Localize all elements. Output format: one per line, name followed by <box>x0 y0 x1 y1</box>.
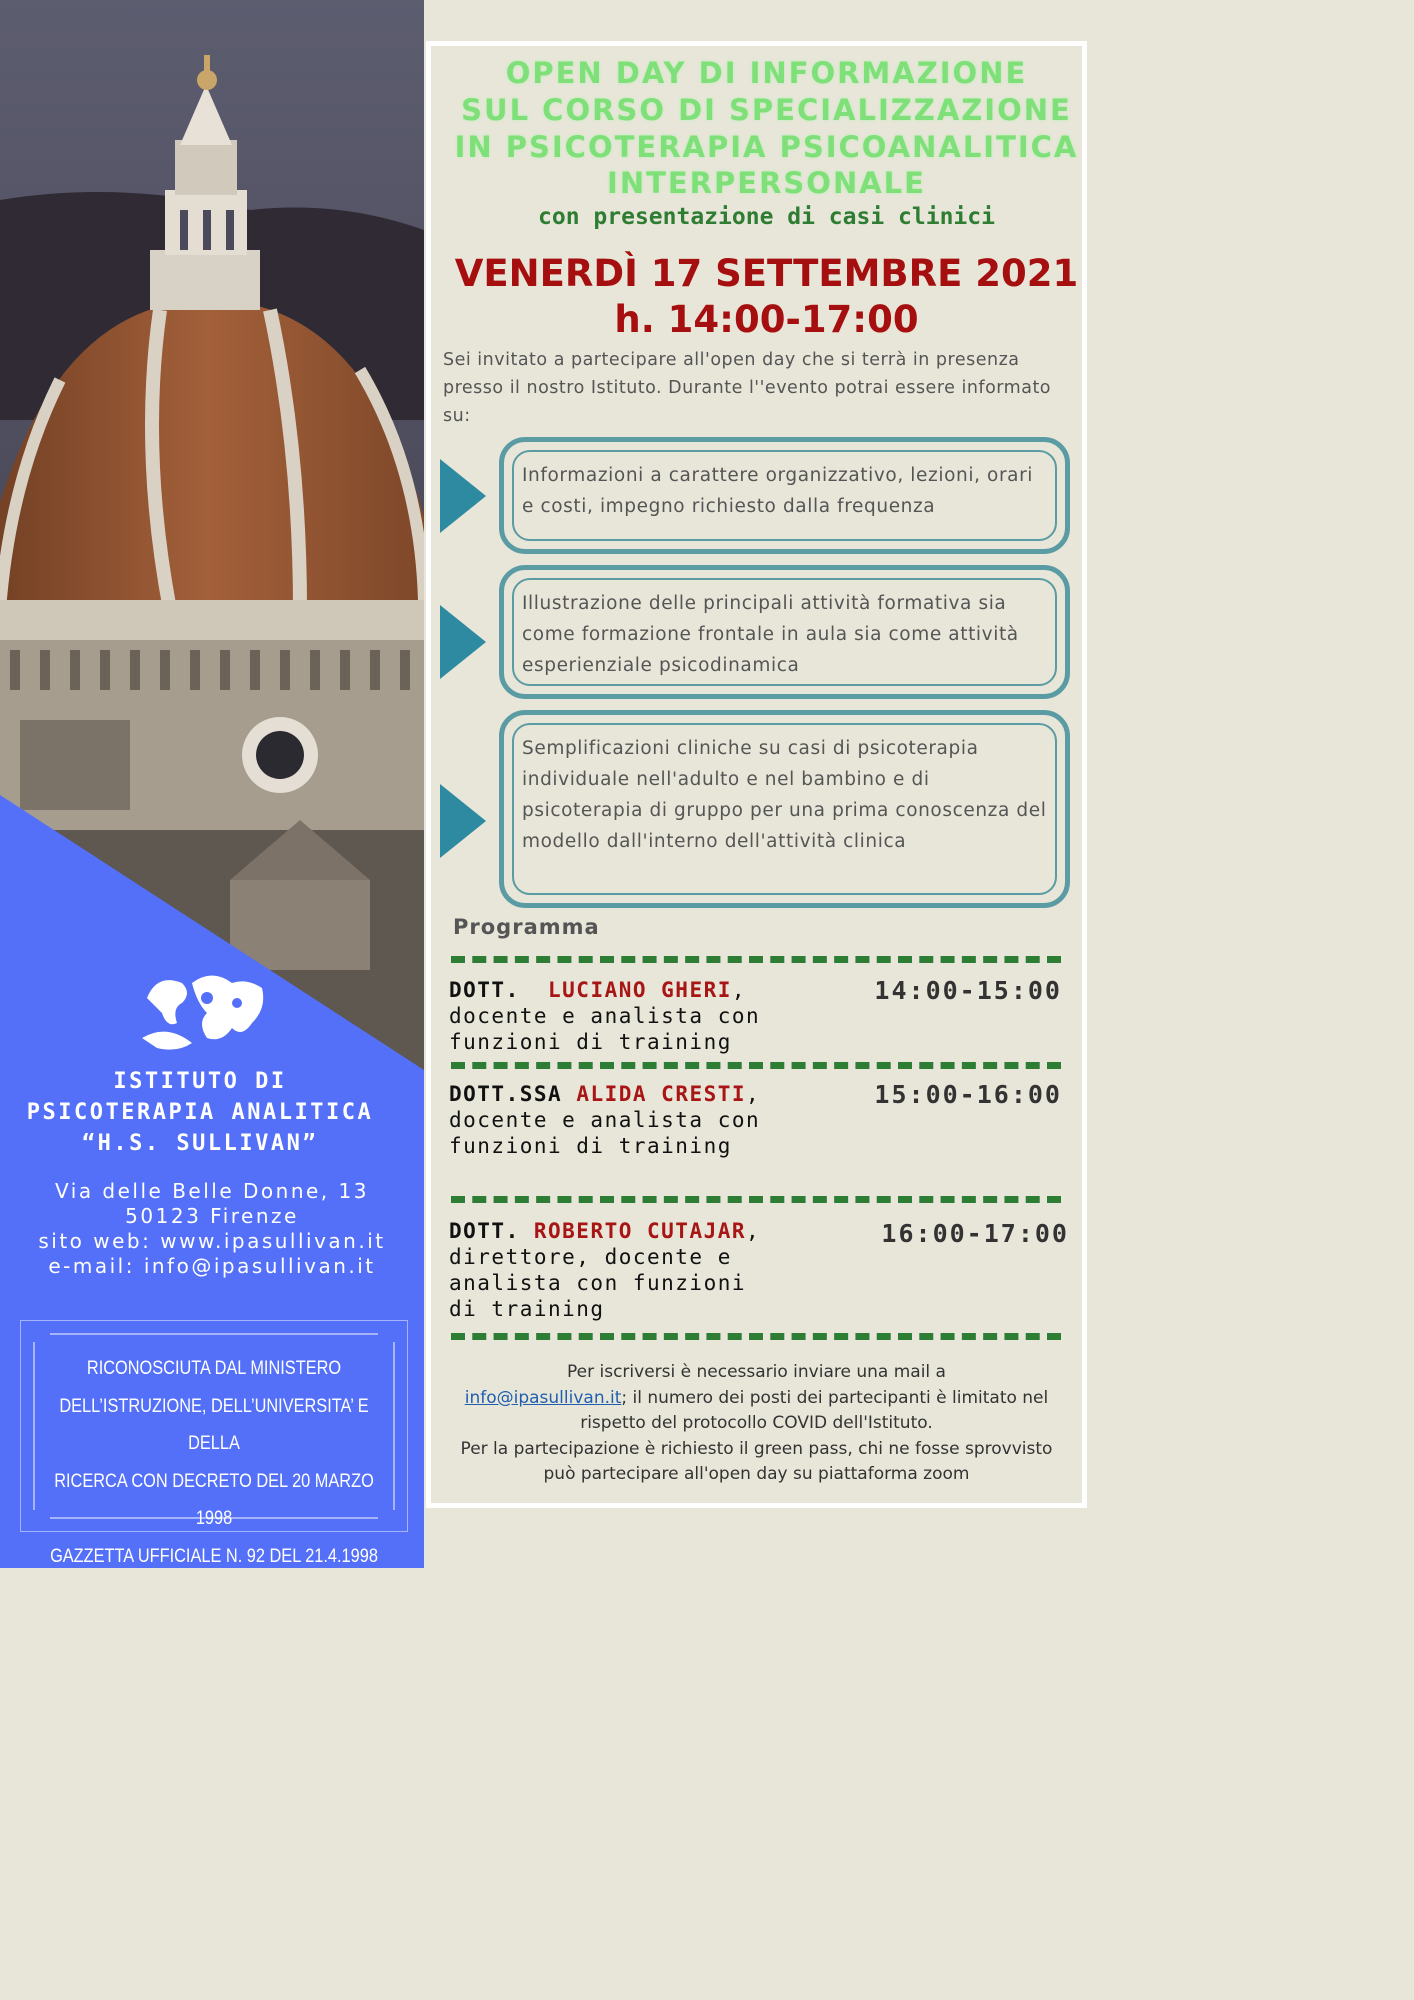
topic-box <box>499 565 1070 699</box>
speaker-role: , docente e analista con funzioni di training <box>449 978 761 1054</box>
intro-text: Sei invitato a partecipare all'open day che si terrà in presenza presso il nostro Istituto. Durante l''evento potrai essere informato su: <box>443 350 1052 426</box>
topic-box <box>499 437 1070 554</box>
arrow-right-icon <box>440 459 486 533</box>
topic-text: Informazioni a carattere organizzativo, lezioni, orari e costi, impegno richiesto dalla frequenza <box>512 450 1057 541</box>
speaker-title: DOTT. <box>449 1219 520 1243</box>
event-panel <box>424 0 1109 1568</box>
speaker-name: LUCIANO GHERI <box>548 978 732 1002</box>
institute-name-line: PSICOTERAPIA ANALITICA <box>26 1100 374 1125</box>
recognition-line: RICERCA CON DECRETO DEL 20 MARZO 1998 <box>54 1470 374 1529</box>
arrow-right-icon <box>440 784 486 858</box>
dashed-divider <box>451 956 1061 963</box>
registration-note <box>444 1360 1069 1488</box>
address-city: 50123 Firenze <box>125 1204 299 1228</box>
speaker-title: DOTT. <box>449 978 520 1002</box>
green-pass-note: Per la partecipazione è richiesto il green pass, chi ne fosse sprovvisto può partecipare all'open day su piattaforma zoom <box>460 1438 1053 1484</box>
arrow-right-icon <box>440 605 486 679</box>
event-time: h. 14:00-17:00 <box>614 298 919 341</box>
speaker-role: , direttore, docente e analista con funzioni di training <box>449 1219 761 1321</box>
program-time: 14:00-15:00 <box>874 976 1062 1005</box>
event-title-line: INTERPERSONALE <box>607 166 926 200</box>
program-speaker <box>449 977 849 1055</box>
topic-box <box>499 710 1070 908</box>
event-title-line: SUL CORSO DI SPECIALIZZAZIONE <box>461 93 1072 127</box>
left-panel <box>0 0 424 1568</box>
topic-text: Illustrazione delle principali attività formativa sia come formazione frontale in aula sia come attività esperienziale psicodinamica <box>512 578 1057 686</box>
recognition-line: GAZZETTA UFFICIALE N. 92 DEL 21.4.1998 <box>50 1545 378 1567</box>
institute-name <box>0 1066 400 1159</box>
speaker-name: ROBERTO CUTAJAR <box>533 1219 747 1243</box>
speaker-name: ALIDA CRESTI <box>576 1082 747 1106</box>
recognition-box <box>20 1320 408 1567</box>
event-title-line: IN PSICOTERAPIA PSICOANALITICA <box>454 130 1079 164</box>
event-date: VENERDÌ 17 SETTEMBRE 2021 <box>454 252 1079 295</box>
institute-name-line: ISTITUTO DI <box>113 1069 287 1094</box>
speaker-role: , docente e analista con funzioni di training <box>449 1082 761 1158</box>
address-street: Via delle Belle Donne, 13 <box>55 1179 369 1203</box>
website-link[interactable]: sito web: www.ipasullivan.it <box>38 1229 386 1253</box>
event-title-line: OPEN DAY DI INFORMAZIONE <box>505 56 1028 90</box>
dashed-divider <box>451 1196 1061 1203</box>
topic-text: Semplificazioni cliniche su casi di psicoterapia individuale nell'adulto e nel bambino e di psicoterapia di gruppo per una prima conoscenza del modello dall'interno dell'attività clinica <box>512 723 1057 895</box>
program-time: 16:00-17:00 <box>881 1219 1069 1248</box>
recognition-text <box>47 1350 381 1568</box>
program-time: 15:00-16:00 <box>874 1080 1062 1109</box>
program-speaker <box>449 1218 779 1322</box>
program-speaker <box>449 1081 789 1159</box>
institute-name-line: “H.S. SULLIVAN” <box>81 1131 319 1156</box>
dashed-divider <box>451 1333 1061 1340</box>
dashed-divider <box>451 1062 1061 1069</box>
program-heading: Programma <box>453 915 600 939</box>
recognition-line: DELL’ISTRUZIONE, DELL’UNIVERSITA’ E DELLA <box>59 1395 369 1454</box>
recognition-line: RICONOSCIUTA DAL MINISTERO <box>86 1358 342 1379</box>
registration-email-link[interactable]: info@ipasullivan.it <box>464 1387 622 1408</box>
registration-line: Per iscriversi è necessario inviare una mail a <box>567 1362 946 1382</box>
speaker-title: DOTT.SSA <box>449 1082 563 1106</box>
event-subtitle: con presentazione di casi clinici <box>538 204 995 230</box>
institute-logo <box>137 968 277 1058</box>
email-link[interactable]: e-mail: info@ipasullivan.it <box>48 1254 376 1278</box>
registration-line: ; il numero dei posti dei partecipanti è limitato nel rispetto del protocollo COVID dell'Istituto. <box>580 1387 1049 1433</box>
institute-address <box>0 1179 424 1279</box>
